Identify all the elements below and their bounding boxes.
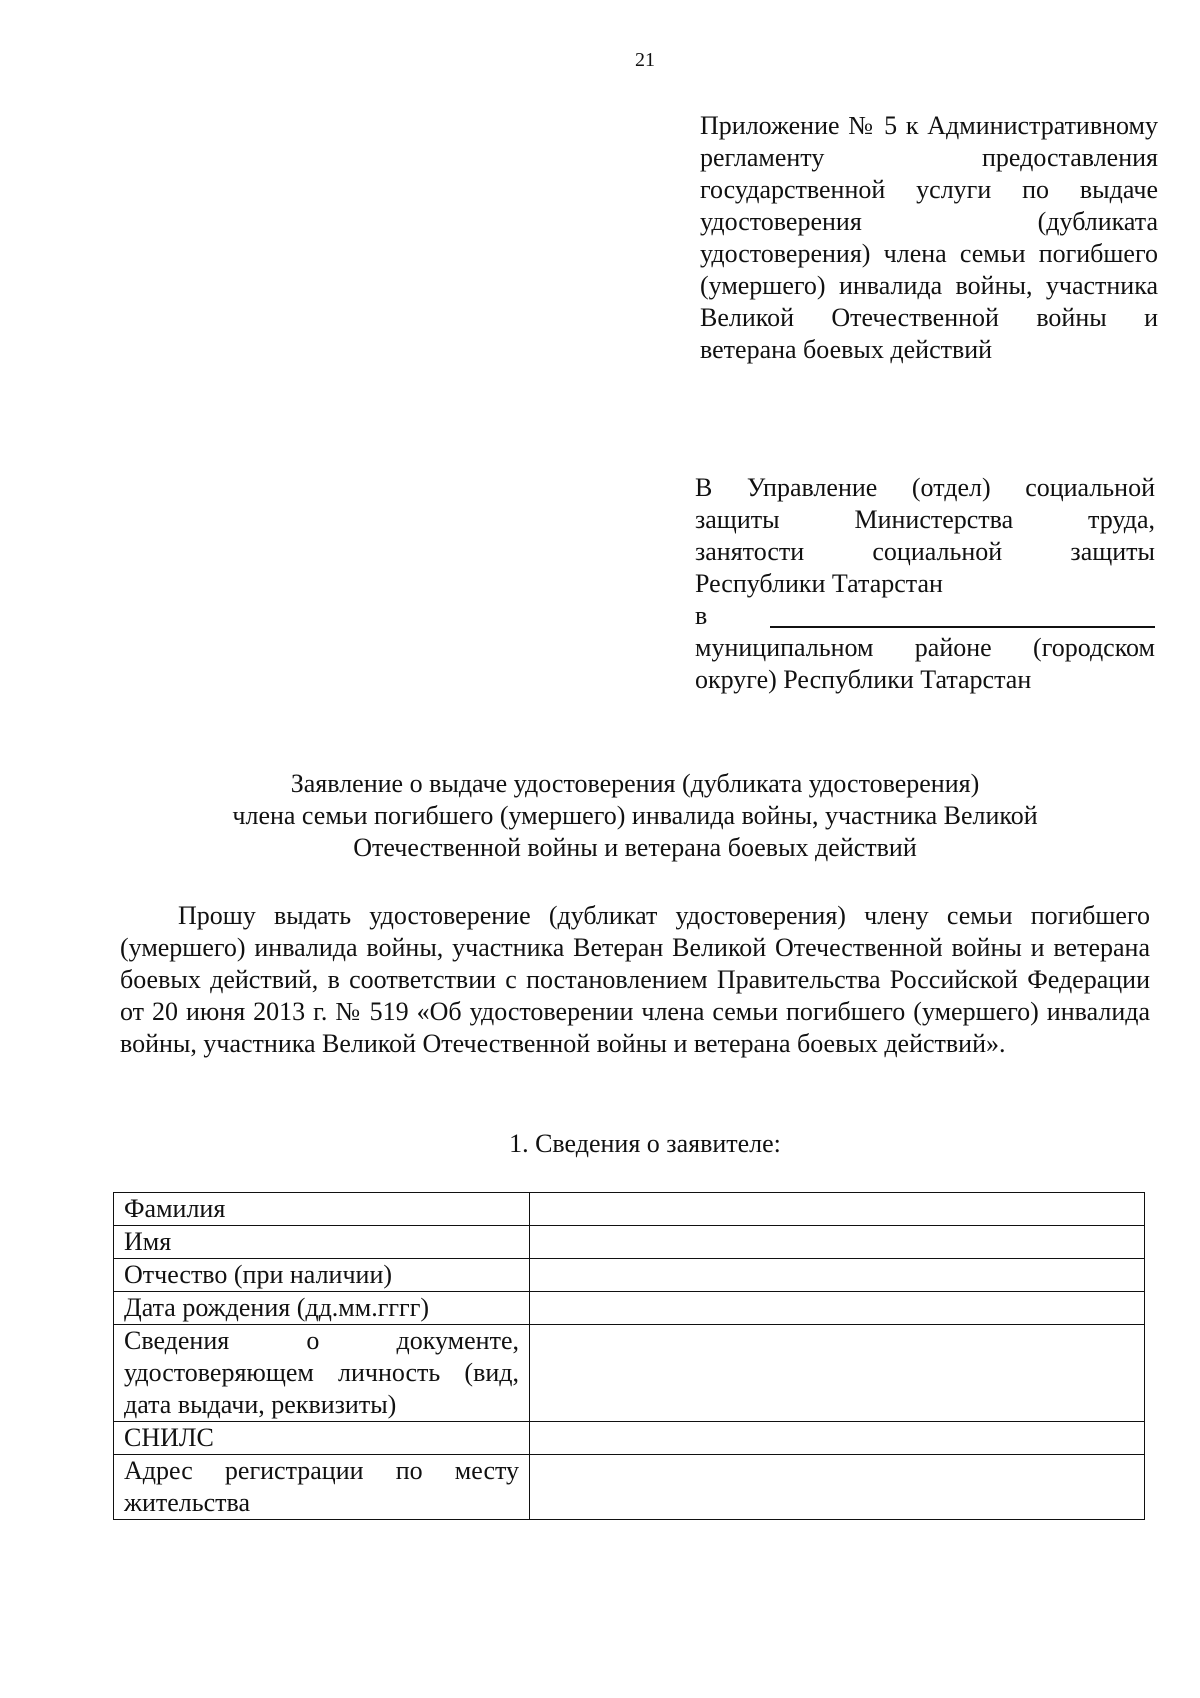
field-label-snils: СНИЛС: [114, 1422, 530, 1455]
title-line: члена семьи погибшего (умершего) инвалида войны, участника Великой: [232, 801, 1038, 830]
municipality-prefix: в: [695, 601, 708, 630]
municipality-blank-field[interactable]: [770, 604, 1155, 628]
field-label-name: Имя: [114, 1226, 530, 1259]
addressee-line: занятости социальной защиты: [695, 537, 1155, 566]
addressee-line: муниципальном районе (городском: [695, 633, 1155, 662]
field-value-snils[interactable]: [530, 1422, 1145, 1455]
table-row: [114, 1455, 1145, 1520]
field-value-surname[interactable]: [530, 1193, 1145, 1226]
field-label-surname: Фамилия: [114, 1193, 530, 1226]
addressee-line: защиты Министерства труда,: [695, 505, 1155, 534]
table-row: [114, 1292, 1145, 1325]
addressee-block: [695, 472, 1155, 696]
field-value-birth-date[interactable]: [530, 1292, 1145, 1325]
municipality-blank-row: [695, 600, 1155, 632]
addressee-line: Республики Татарстан: [695, 569, 943, 598]
table-row: [114, 1226, 1145, 1259]
addressee-line: округе) Республики Татарстан: [695, 665, 1032, 694]
field-value-registration-address[interactable]: [530, 1455, 1145, 1520]
table-row: [114, 1259, 1145, 1292]
page-number: 21: [635, 49, 655, 71]
request-paragraph: Прошу выдать удостоверение (дубликат удостоверения) члену семьи погибшего (умершего) инвалида войны, участника Ветеран Великой Отечественной войны и ветерана боевых действий, в соответствии с постановлением Правительства Российской Федерации от 20 июня 2013 г. № 519 «Об удостоверении члена семьи погибшего (умершего) инвалида войны, участника Великой Отечественной войны и ветерана боевых действий».: [120, 901, 1150, 1058]
field-label-patronymic: Отчество (при наличии): [114, 1259, 530, 1292]
title-line: Заявление о выдаче удостоверения (дубликата удостоверения): [290, 769, 980, 798]
table-row: [114, 1422, 1145, 1455]
applicant-info-table: [113, 1192, 1145, 1520]
field-label-identity-document: Сведения о документе, удостоверяющем личность (вид, дата выдачи, реквизиты): [114, 1325, 530, 1422]
document-title: [120, 768, 1150, 864]
section-heading: 1. Сведения о заявителе:: [509, 1129, 781, 1158]
field-label-registration-address: Адрес регистрации по месту жительства: [114, 1455, 530, 1520]
field-value-name[interactable]: [530, 1226, 1145, 1259]
field-value-identity-document[interactable]: [530, 1325, 1145, 1422]
field-value-patronymic[interactable]: [530, 1259, 1145, 1292]
appendix-note: Приложение № 5 к Административному регламенту предоставления государственной услуги по выдаче удостоверения (дубликата удостоверения) члена семьи погибшего (умершего) инвалида войны, участника Великой Отечественной войны и ветерана боевых действий: [700, 111, 1158, 364]
table-row: [114, 1325, 1145, 1422]
title-line: Отечественной войны и ветерана боевых действий: [353, 833, 917, 862]
table-row: [114, 1193, 1145, 1226]
addressee-line: В Управление (отдел) социальной: [695, 473, 1155, 502]
field-label-birth-date: Дата рождения (дд.мм.гггг): [114, 1292, 530, 1325]
